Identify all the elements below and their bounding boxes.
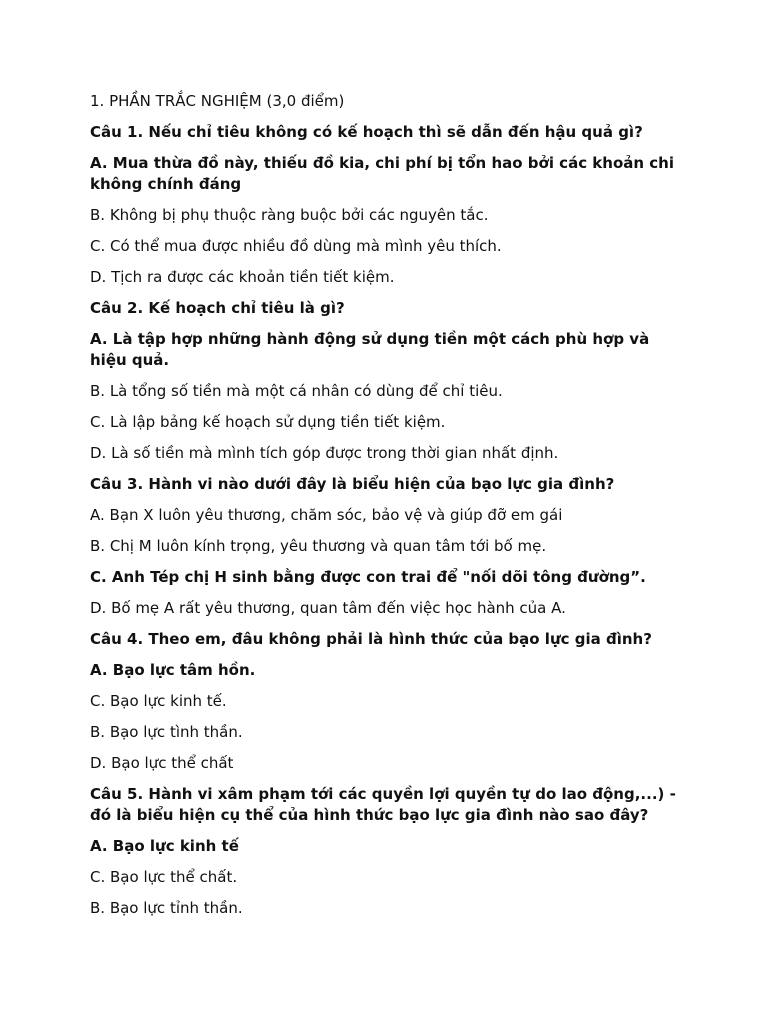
q4-option-b: B. Bạo lực tình thần. (90, 723, 243, 741)
q1-option-d: D. Tịch ra được các khoản tiền tiết kiệm. (90, 268, 395, 286)
q4-option-a: A. Bạo lực tâm hồn. (90, 661, 256, 679)
q4-option-d: D. Bạo lực thể chất (90, 754, 234, 772)
q1-option-c: C. Có thể mua được nhiều đồ dùng mà mình yêu thích. (90, 237, 502, 255)
q4-option-c: C. Bạo lực kinh tế. (90, 692, 227, 710)
question-2: Câu 2. Kế hoạch chỉ tiêu là gì? (90, 299, 345, 317)
q2-option-d: D. Là số tiền mà mình tích góp được trong thời gian nhất định. (90, 444, 559, 462)
q2-option-b: B. Là tổng số tiền mà một cá nhân có dùng để chỉ tiêu. (90, 382, 503, 400)
q5-option-a: A. Bạo lực kinh tế (90, 837, 239, 855)
q2-option-c: C. Là lập bảng kế hoạch sử dụng tiền tiết kiệm. (90, 413, 446, 431)
question-4: Câu 4. Theo em, đâu không phải là hình thức của bạo lực gia đình? (90, 630, 652, 648)
q3-option-a: A. Bạn X luôn yêu thương, chăm sóc, bảo vệ và giúp đỡ em gái (90, 506, 563, 524)
question-3: Câu 3. Hành vi nào dưới đây là biểu hiện của bạo lực gia đình? (90, 475, 615, 493)
q3-option-b: B. Chị M luôn kính trọng, yêu thương và quan tâm tới bố mẹ. (90, 537, 547, 555)
document-page (90, 91, 690, 929)
q1-option-a: A. Mua thừa đồ này, thiếu đồ kia, chi phí bị tổn hao bởi các khoản chi không chính đáng (90, 154, 675, 193)
question-1: Câu 1. Nếu chỉ tiêu không có kế hoạch thì sẽ dẫn đến hậu quả gì? (90, 123, 643, 141)
section-title: 1. PHẦN TRẮC NGHIỆM (3,0 điểm) (90, 92, 345, 110)
q3-option-c: C. Anh Tép chị H sinh bằng được con trai để "nối dõi tông đường”. (90, 568, 646, 586)
question-5: Câu 5. Hành vi xâm phạm tới các quyền lợi quyền tự do lao động,...) - đó là biểu hiện cụ thể của hình thức bạo lực gia đình nào sao đây? (90, 785, 676, 824)
q3-option-d: D. Bố mẹ A rất yêu thương, quan tâm đến việc học hành của A. (90, 599, 566, 617)
q5-option-c: C. Bạo lực thể chất. (90, 868, 238, 886)
q2-option-a: A. Là tập hợp những hành động sử dụng tiền một cách phù hợp và hiệu quả. (90, 330, 650, 369)
q5-option-b: B. Bạo lực tỉnh thần. (90, 899, 243, 917)
q1-option-b: B. Không bị phụ thuộc ràng buộc bởi các nguyên tắc. (90, 206, 489, 224)
